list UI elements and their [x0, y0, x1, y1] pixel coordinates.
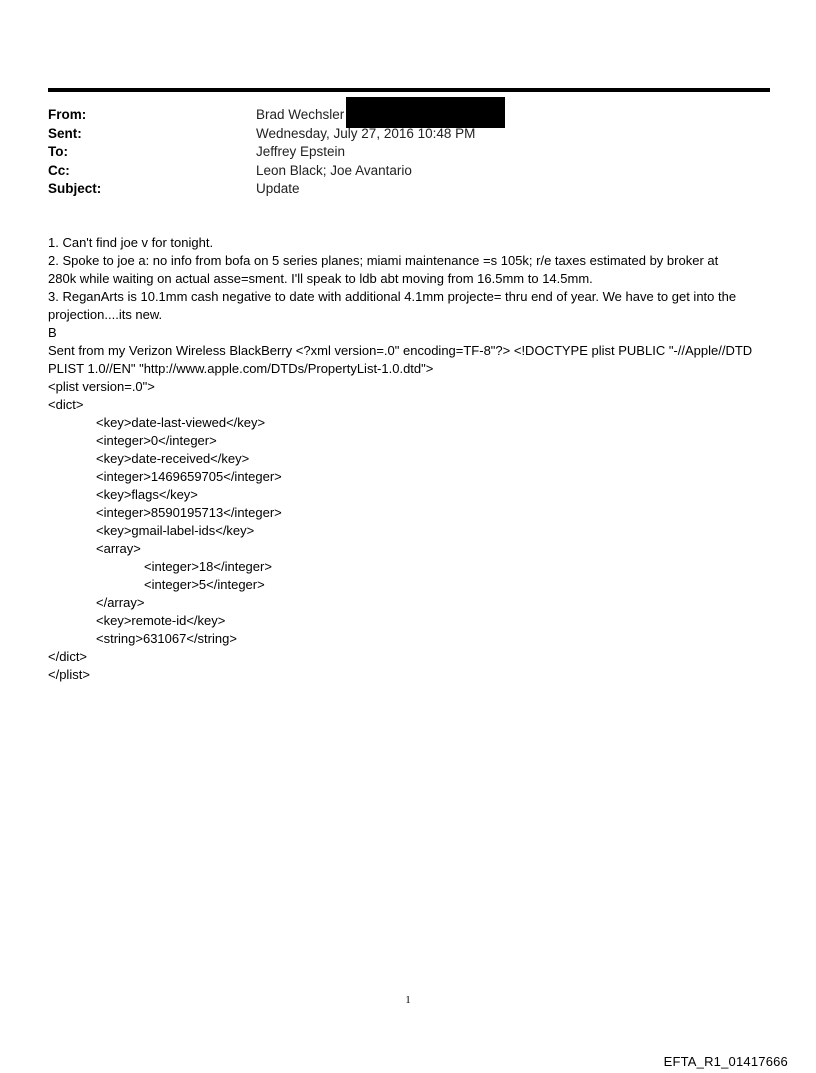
plist-line: <integer>0</integer>	[96, 433, 217, 448]
to-label: To:	[48, 144, 68, 159]
plist-line: <plist version=.0">	[48, 379, 155, 394]
plist-line: <key>remote-id</key>	[96, 613, 226, 628]
cc-row	[48, 162, 770, 181]
from-value: Brad Wechsler	[256, 107, 345, 122]
plist-line: <integer>5</integer>	[144, 577, 265, 592]
body-line: projection....its new.	[48, 307, 163, 322]
from-row	[48, 106, 770, 125]
plist-line: <array>	[96, 541, 141, 556]
body-line: 2. Spoke to joe a: no info from bofa on 5 series planes; miami maintenance =s 105k; r/e taxes estimated by broker at	[48, 253, 719, 268]
cc-value: Leon Black; Joe Avantario	[256, 162, 412, 178]
page-number: 1	[405, 994, 411, 1006]
email-body	[48, 234, 770, 684]
body-line: B	[48, 325, 57, 340]
plist-line: <string>631067</string>	[96, 631, 237, 646]
subject-label: Subject:	[48, 181, 102, 196]
body-line: 3. ReganArts is 10.1mm cash negative to date with additional 4.1mm projecte= thru end of year. We have to get into the	[48, 289, 737, 304]
body-line: 280k while waiting on actual asse=sment. I'll speak to ldb abt moving from 16.5mm to 14.5mm.	[48, 271, 593, 286]
plist-line: <key>date-received</key>	[96, 451, 250, 466]
email-header	[48, 106, 770, 199]
cc-label: Cc:	[48, 162, 70, 178]
from-label: From:	[48, 107, 87, 122]
to-value: Jeffrey Epstein	[256, 144, 346, 159]
plist-line: <integer>18</integer>	[144, 559, 272, 574]
subject-value: Update	[256, 181, 300, 196]
sent-value: Wednesday, July 27, 2016 10:48 PM	[256, 125, 476, 141]
subject-row	[48, 180, 770, 199]
plist-line: <key>flags</key>	[96, 487, 198, 502]
plist-line: <key>gmail-label-ids</key>	[96, 523, 255, 538]
header-rule	[48, 88, 770, 92]
plist-line: </array>	[96, 595, 145, 610]
redaction-box	[346, 97, 505, 128]
body-line: Sent from my Verizon Wireless BlackBerry <?xml version=.0" encoding=TF-8"?> <!DOCTYPE plist PUBLIC "-//Apple//DTD	[48, 343, 753, 358]
body-line: 1. Can't find joe v for tonight.	[48, 235, 214, 250]
plist-line: <dict>	[48, 397, 84, 412]
bates-number: EFTA_R1_01417666	[663, 1054, 788, 1069]
plist-line: <key>date-last-viewed</key>	[96, 415, 266, 430]
plist-line: </plist>	[48, 667, 90, 682]
plist-line: </dict>	[48, 649, 88, 664]
body-line: PLIST 1.0//EN" "http://www.apple.com/DTDs/PropertyList-1.0.dtd">	[48, 361, 434, 376]
sent-label: Sent:	[48, 125, 82, 141]
plist-line: <integer>1469659705</integer>	[96, 469, 282, 484]
to-row	[48, 143, 770, 162]
sent-row	[48, 125, 770, 144]
plist-line: <integer>8590195713</integer>	[96, 505, 282, 520]
